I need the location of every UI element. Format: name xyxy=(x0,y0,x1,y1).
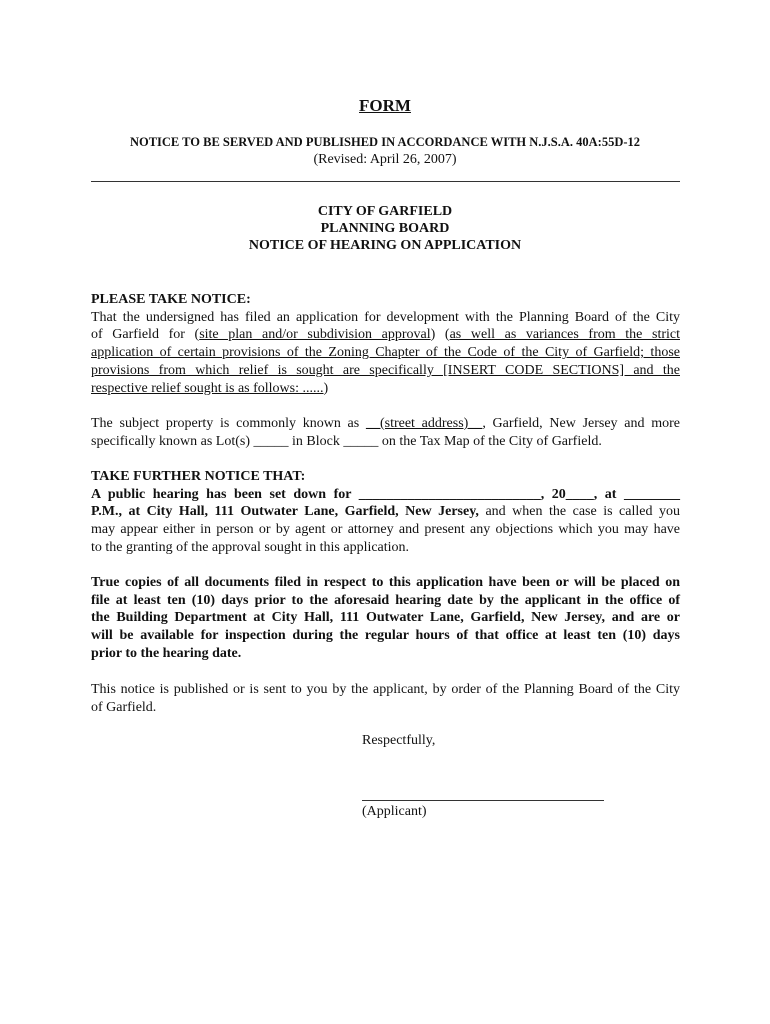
text: of Garfield for ( xyxy=(91,327,200,343)
text-line: file at least ten (10) days prior to the aforesaid hearing date by the applicant in the office of xyxy=(91,592,680,608)
text: The subject property is commonly known as xyxy=(91,416,366,431)
text: P.M., at City Hall, 111 Outwater Lane, Garfield, New Jersey, xyxy=(91,504,479,520)
closing-section xyxy=(91,681,680,716)
signature-line xyxy=(362,800,604,801)
section-heading: TAKE FURTHER NOTICE THAT: xyxy=(91,469,306,484)
true-copies-section xyxy=(91,574,680,663)
text: ) ( xyxy=(430,327,450,343)
text-line xyxy=(91,380,680,398)
further-notice-section xyxy=(91,468,680,557)
property-section xyxy=(91,415,680,450)
heading-board: PLANNING BOARD xyxy=(320,221,450,236)
heading-city: CITY OF GARFIELD xyxy=(317,204,453,219)
section-heading: PLEASE TAKE NOTICE: xyxy=(91,292,251,307)
please-take-notice-section xyxy=(91,291,680,397)
applicant-label: (Applicant) xyxy=(362,804,427,819)
text: ) xyxy=(323,380,329,396)
street-address-blank: __(street address)__ xyxy=(365,416,483,431)
text-line: A public hearing has been set down for __________________________, 20____, at ________ xyxy=(91,486,680,502)
text-line: prior to the hearing date. xyxy=(91,645,242,661)
blank-site-plan: site plan and/or subdivision approval xyxy=(199,327,431,343)
text-line: the Building Department at City Hall, 111 Outwater Lane, Garfield, New Jersey, and are or xyxy=(91,610,680,626)
divider xyxy=(91,181,680,182)
text-line: specifically known as Lot(s) _____ in Block _____ on the Tax Map of the City of Garfield. xyxy=(91,433,602,449)
text: respective relief sought is as follows: ...... xyxy=(91,380,324,396)
heading-notice: NOTICE OF HEARING ON APPLICATION xyxy=(248,238,522,253)
text-line: That the undersigned has filed an application for development with the Planning Board of the City xyxy=(91,309,680,325)
text: provisions from which relief is sought are specifically [INSERT CODE SECTIONS] and the xyxy=(91,362,680,378)
text: and when the case is called you xyxy=(478,504,680,520)
text-line: True copies of all documents filed in respect to this application have been or will be placed on xyxy=(91,575,680,590)
text-line xyxy=(91,503,680,521)
revised-date: (Revised: April 26, 2007) xyxy=(313,152,457,167)
text-line xyxy=(91,362,680,380)
text: , Garfield, New Jersey and more xyxy=(482,416,680,431)
statute-subtitle: NOTICE TO BE SERVED AND PUBLISHED IN ACCORDANCE WITH N.J.S.A. 40A:55D-12 xyxy=(129,135,641,149)
blank-variances: as well as variances from the strict xyxy=(449,327,680,343)
text-line: This notice is published or is sent to you by the applicant, by order of the Planning Board of the City xyxy=(91,682,680,697)
text-line xyxy=(91,326,680,344)
text-line: may appear either in person or by agent or attorney and present any objections which you may have xyxy=(91,522,680,538)
text-line: of Garfield. xyxy=(91,699,157,715)
text-line: will be available for inspection during the regular hours of that office at least ten (10) days xyxy=(91,628,680,644)
text-line xyxy=(91,415,680,433)
text-line: to the granting of the approval sought in this application. xyxy=(91,539,410,555)
text-line xyxy=(91,344,680,362)
form-title: FORM xyxy=(359,96,411,115)
text: application of certain provisions of the Zoning Chapter of the Code of the City of Garfield; those xyxy=(91,345,680,361)
respectfully: Respectfully, xyxy=(362,733,436,748)
